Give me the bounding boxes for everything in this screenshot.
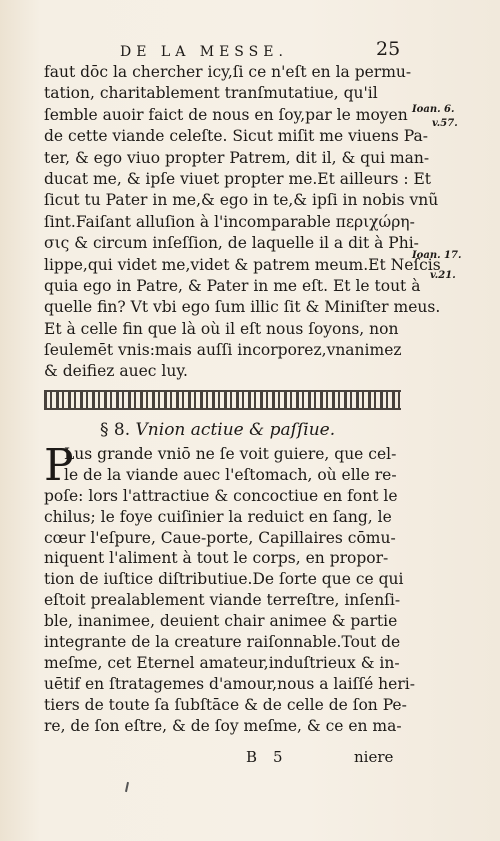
text-line: tion de iuſtice diſtributiue.De ſorte que ce qui xyxy=(44,570,404,589)
section-heading xyxy=(100,420,335,440)
text-line: quelle fin? Vt vbi ego ſum illic ſit & Miniſter meus. xyxy=(44,298,441,317)
text-line: tation, charitablement tranſmutatiue, qu'il xyxy=(44,84,378,103)
running-title: DE LA MESSE. xyxy=(120,44,288,60)
margin-note: Ioan. 6. xyxy=(412,104,455,115)
catchword: niere xyxy=(354,748,394,766)
text-line: integrante de la creature raiſonnable.Tout de xyxy=(44,633,401,652)
text-line: de cette viande celeſte. Sicut miſit me viuens Pa- xyxy=(44,127,429,146)
text-line: ſint.Faiſant alluſion à l'incomparable περιχώρη- xyxy=(44,212,415,231)
text-line: meſme, cet Eternel amateur,induſtrieux & in- xyxy=(44,653,400,672)
signature-letter: B xyxy=(246,748,258,766)
text-line: ter, & ego viuo propter Patrem, dit il, & qui man- xyxy=(44,148,430,167)
text-line: Lus grande vniō ne ſe voit guiere, que cel- xyxy=(64,445,397,463)
text-line: lippe,qui videt me,videt & patrem meum.Et Neſcis xyxy=(44,255,441,274)
text-line: Et à celle fin que là où il eſt nous ſoyons, non xyxy=(44,319,399,338)
section-number: § 8. xyxy=(100,420,131,440)
text-line: le de la viande auec l'eſtomach, où elle re- xyxy=(64,465,397,484)
text-line: re, de ſon eſtre, & de ſoy meſme, & ce en ma- xyxy=(44,716,402,735)
text-line: ſeulemēt vnis:mais auſſi incorporez,vnanimez xyxy=(44,341,402,360)
margin-note: v.21. xyxy=(430,270,456,281)
margin-note: v.57. xyxy=(432,118,458,129)
text-line: niquent l'aliment à tout le corps, en propor- xyxy=(44,549,389,568)
text-line: ble, inanimee, deuient chair animee & partie xyxy=(44,612,398,631)
signature-number: 5 xyxy=(273,748,283,766)
ink-mark xyxy=(125,782,129,792)
text-line: ſicut tu Pater in me,& ego in te,& ipſi in nobis vnũ xyxy=(44,191,439,210)
printers-ornament-band xyxy=(44,390,401,410)
text-line: uētif en ſtratagemes d'amour,nous a laiſſé heri- xyxy=(44,674,415,693)
section-title: Vnion actiue & paſſiue. xyxy=(135,420,336,440)
text-line: poſe: lors l'attractiue & concoctiue en font le xyxy=(44,486,398,505)
text-line: ducat me, & ipſe viuet propter me.Et ailleurs : Et xyxy=(44,169,432,188)
text-line: cœur l'eſpure, Caue-porte, Capillaires cōmu- xyxy=(44,528,396,547)
text-line: tiers de toute ſa ſubſtāce & de celle de ſon Pe- xyxy=(44,695,407,714)
body-text-bottom xyxy=(44,440,415,736)
text-line: quia ego in Patre, & Pater in me eſt. Et le tout à xyxy=(44,276,421,295)
text-line: eſtoit prealablement viande terreſtre, inſenſi- xyxy=(44,591,401,610)
text-line: ſemble auoir faict de nous en ſoy,par le moyen xyxy=(44,105,408,124)
signature-mark xyxy=(246,748,283,766)
margin-note: Ioan. 17. xyxy=(412,250,462,261)
text-line: faut dōc la chercher icy,ſi ce n'eſt en la permu- xyxy=(44,63,412,81)
text-line: chilus; le foye cuiſinier la reduict en ſang, le xyxy=(44,507,392,526)
drop-cap: P xyxy=(44,440,74,491)
text-line: & deifiez auec luy. xyxy=(44,362,188,381)
page-number: 25 xyxy=(376,38,401,60)
text-line: σις & circum inſeſſion, de laquelle il a dit à Phi- xyxy=(44,234,419,253)
